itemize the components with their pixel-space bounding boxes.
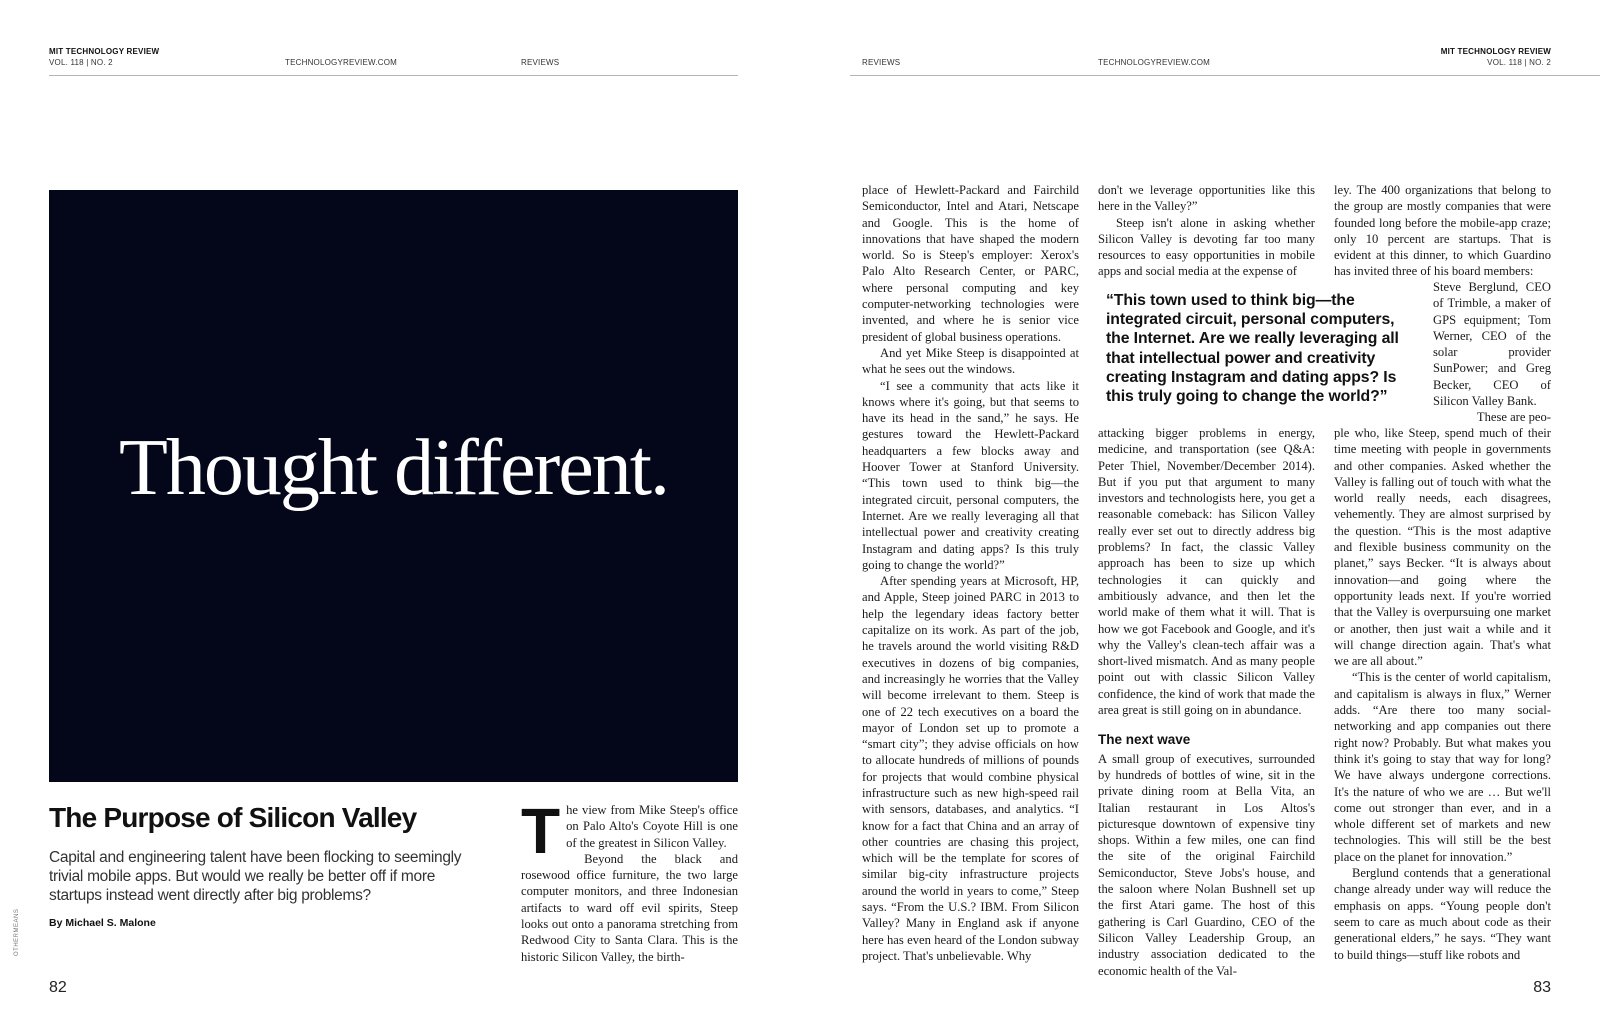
page-number-left: 82 — [49, 979, 67, 996]
body-column-4-bottom — [1334, 425, 1551, 963]
hero-image — [49, 190, 738, 782]
paragraph: attacking bigger problems in energy, medicine, and transportation (see Q&A: Peter Thiel, November/December 2014). But if you put that argument to many investors and technologists here, you get a reasonable comeback: has Silicon Valley really ever set out to directly address big problems? In fact, the classic Valley approach has been to size up which technologies it can quickly and ambitiously advance, and then let the world make of them what it will. That is how we got Facebook and Google, and it's why the Valley's clean-tech affair was a short-lived mismatch. And as many people point out with classic Silicon Valley confidence, the kind of work that made the area great is still going on in abundance. — [1098, 426, 1315, 718]
paragraph: ley. The 400 organizations that belong to the group are mostly companies that were founded long before the mobile-app craze; only 10 percent are startups. That is evident at this dinner, to which Guardino has invited three of his board members: — [1334, 183, 1551, 279]
byline: By Michael S. Malone — [49, 917, 156, 929]
paragraph: “This is the center of world capitalism, and capitalism is always in flux,” Werner adds. “Are there too many social-networking and app companies out there right now? Probably. But what makes you think it's going to stay that way for long? We have always undergone corrections. It's the nature of who we are … But we'll come out stronger than ever, and in a whole different set of markets and new technologies. This will still be the best place on the planet for innovation.” — [1334, 670, 1551, 864]
paragraph: Steve Berglund, CEO of Trimble, a maker of GPS equipment; Tom Werner, CEO of the solar provider SunPower; and Greg Becker, CEO of Silicon Valley Bank. — [1433, 280, 1551, 409]
left-header-rule — [49, 75, 738, 76]
hero-text: Thought different. — [118, 424, 669, 512]
left-volume: VOL. 118 | NO. 2 — [49, 58, 113, 67]
body-column-2 — [862, 182, 1079, 964]
paragraph: “I see a community that acts like it knows where it's going, but that seems to have its head in the sand,” he says. He gestures toward the Hewlett-Packard headquarters a few blocks away and Hoover Tower at Stanford University. “This town used to think big—the integrated circuit, personal computers, the Internet. Are we really leveraging all that intellectual power and creativity creating Instagram and dating apps? Is this truly going to change the world?” — [862, 378, 1079, 572]
paragraph: ple who, like Steep, spend much of their time meeting with people in governments and other companies. Asked whether the Valley is falling out of touch with what the world really needs, each disagrees, vehemently. They are almost surprised by the question. “This is the most adaptive and flexible business community on the planet,” says Becker. “It is always about innovation—and going where the opportunity leads next. If you're worried that the Valley is overpursuing one market or another, then just wait a while and it will change direction again. That's what we are all about.” — [1334, 426, 1551, 669]
paragraph: These are peo- — [1476, 410, 1551, 425]
right-publication-name: MIT TECHNOLOGY REVIEW — [1440, 47, 1551, 56]
body-column-3-top — [1098, 182, 1315, 280]
paragraph: A small group of executives, surrounded by hundreds of bottles of wine, sit in the private dining room at Bella Vita, an Italian restaurant in Los Altos's picturesque downtown of expensive tiny shops. Within a few miles, one can find the site of the original Fairchild Semiconductor, Steve Jobs's house, and the saloon where Nolan Bushnell set up the first Atari game. The host of this gathering is Carl Guardino, CEO of the Silicon Valley Leadership Group, an industry association dedicated to the economic health of the Val- — [1098, 751, 1315, 978]
drop-cap: T — [521, 795, 561, 867]
photo-credit: OTHERMEANS — [14, 908, 20, 956]
body-column-3-bottom — [1098, 425, 1315, 979]
pull-quote: “This town used to think big—the integrated circuit, personal computers, the Internet. Are we really leveraging all that intellectual power and creativity creating Instagram and dating apps? Is this truly going to change the world?” — [1106, 292, 1399, 406]
section-subhead: The next wave — [1098, 732, 1191, 748]
paragraph: Berglund contends that a generational change already under way will reduce the emphasis on apps. “Young people don't seem to care as much about code as their generational elders,” he says. “They want to build things—stuff like robots and — [1334, 866, 1551, 962]
right-section: REVIEWS — [862, 58, 901, 67]
right-volume: VOL. 118 | NO. 2 — [1487, 58, 1551, 67]
right-website: TECHNOLOGYREVIEW.COM — [1098, 58, 1211, 67]
article-dek: Capital and engineering talent have been flocking to seemingly trivial mobile apps. But would we really be better off if more startups instead went directly after big problems? — [49, 849, 462, 904]
paragraph: place of Hewlett-Packard and Fairchild Semiconductor, Intel and Atari, Netscape and Google. This is the home of innovations that have shaped the modern world. So is Steep's employer: Xerox's Palo Alto Research Center, or PARC, where personal computing and key computer-networking technologies were invented, and where he is senior vice president of global business operations. — [862, 183, 1079, 344]
paragraph: And yet Mike Steep is disappointed at what he sees out the windows. — [862, 345, 1079, 377]
paragraph: Steep isn't alone in asking whether Silicon Valley is devoting far too many resources to easy opportunities in mobile apps and social media at the expense of — [1098, 215, 1315, 279]
paragraph: don't we leverage opportunities like this here in the Valley?” — [1098, 183, 1315, 214]
body-column-1 — [521, 795, 738, 965]
paragraph: After spending years at Microsoft, HP, and Apple, Steep joined PARC in 2013 to help the legendary ideas factory better capitalize on its work. As part of the job, he travels around the world visiting R&D executives in dozens of big companies, and increasingly he worries that the Valley will become irrelevant to them. Steep is one of 22 tech executives on a board the mayor of London set up to promote a “smart city”; they advise officials on how to allocate hundreds of millions of pounds for projects that would combine physical infrastructure such as new high-speed rail with sensors, databases, and analytics. “I know for a fact that China and an array of other countries are chasing this project, which will be the template for scores of similar big-city infrastructure projects around the world in years to come,” Steep says. “From the U.S.? IBM. From Silicon Valley? Many in England ask if anyone here has even heard of the London subway project. That's unbelievable. Why — [862, 574, 1079, 963]
article-title: The Purpose of Silicon Valley — [49, 802, 417, 833]
left-website: TECHNOLOGYREVIEW.COM — [285, 58, 398, 67]
paragraph: The view from Mike Steep's office on Palo Alto's Coyote Hill is one of the greatest in Silicon Valley. — [521, 795, 738, 867]
page-number-right: 83 — [1533, 979, 1551, 996]
left-section: REVIEWS — [521, 58, 560, 67]
right-header-rule — [850, 75, 1600, 76]
left-publication-name: MIT TECHNOLOGY REVIEW — [49, 47, 160, 56]
body-column-4-wrap — [1433, 279, 1551, 426]
paragraph: Beyond the black and rosewood office furniture, the two large computer monitors, and three Indonesian artifacts to ward off evil spirits, Steep looks out onto a panorama stretching from Redwood City to Santa Clara. This is the historic Silicon Valley, the birth- — [521, 851, 738, 964]
body-column-4-top — [1334, 182, 1551, 280]
